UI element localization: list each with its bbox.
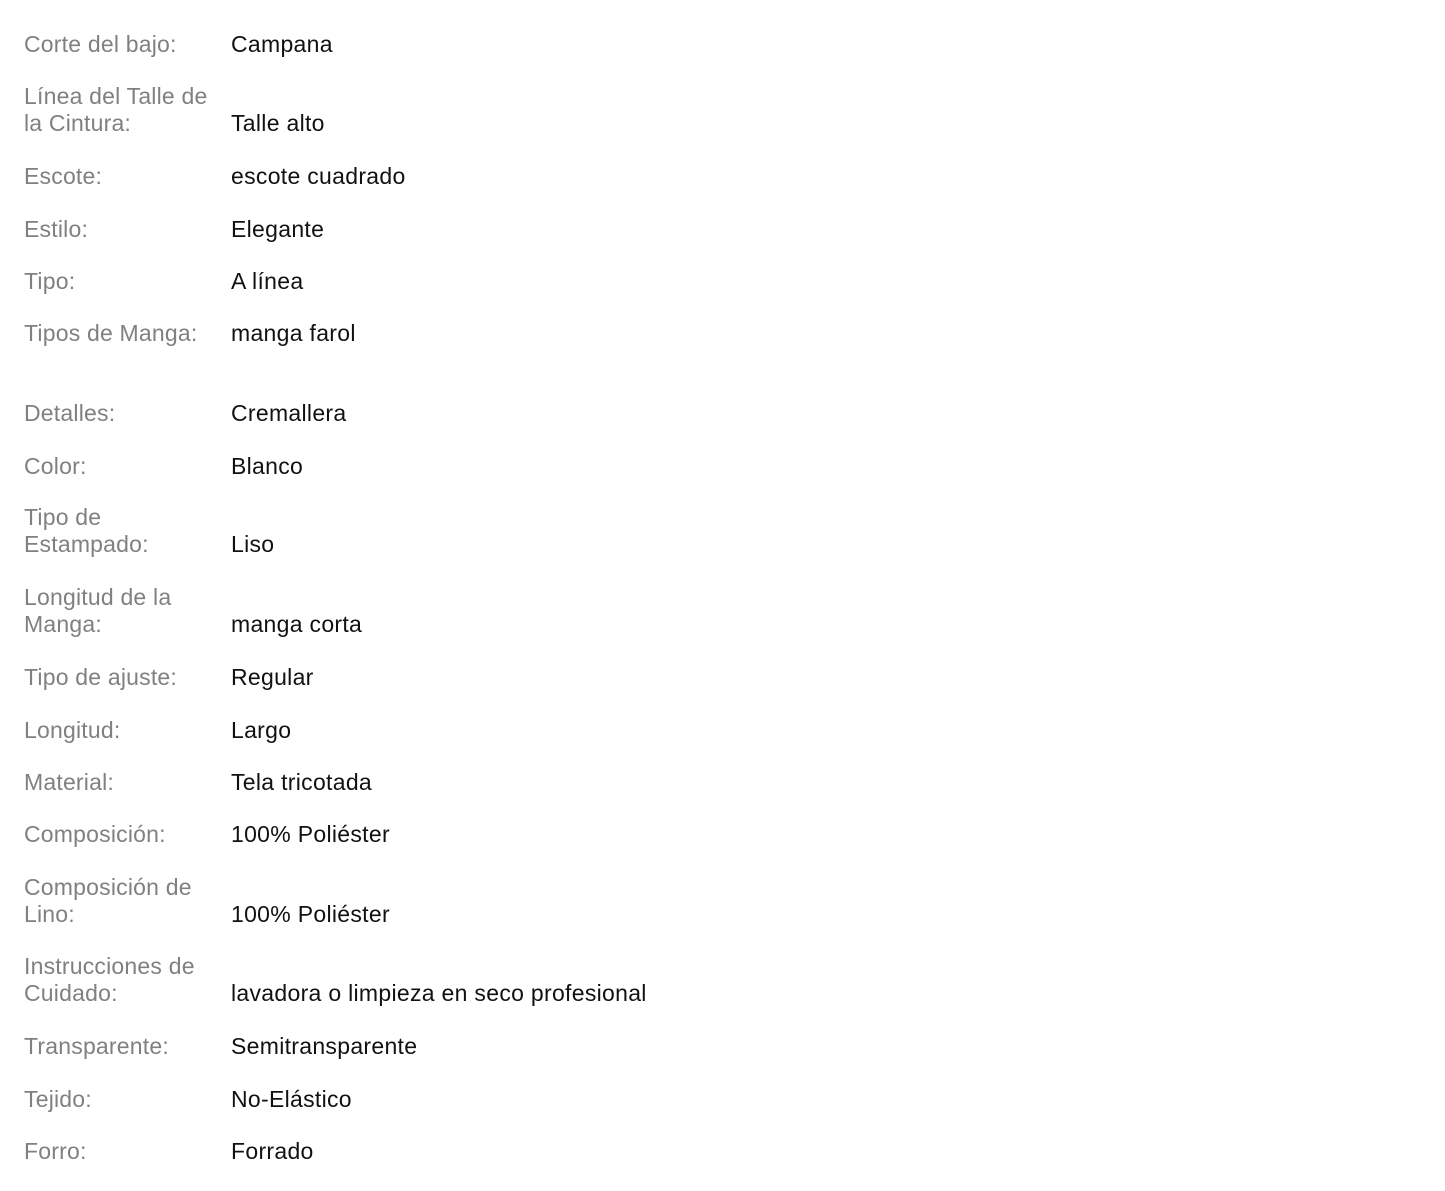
spec-label: Composición de Lino: [24,874,192,927]
spec-value: Blanco [231,453,304,479]
spec-row-longitud [24,717,1424,744]
spec-row-transparente [24,1033,1424,1060]
spec-label: Escote: [24,163,103,189]
spec-label: Tipo: [24,268,76,294]
spec-label: Línea del Talle de la Cintura: [24,83,208,136]
spec-row-instrucciones-de-cuidado [24,953,1424,1007]
spec-label: Tipo de ajuste: [24,664,178,690]
spec-row-color [24,453,1424,480]
spec-value: A línea [231,268,304,294]
spec-label: Corte del bajo: [24,31,177,57]
spec-value: Regular [231,664,314,690]
spec-row-tipos-de-manga [24,320,1424,347]
spec-value: 100% Poliéster [231,821,390,847]
spec-value: Forrado [231,1138,314,1164]
spec-label: Estilo: [24,216,89,242]
spec-value: manga farol [231,320,356,346]
spec-row-composicion-de-lino [24,874,1424,928]
spec-row-detalles [24,400,1424,427]
spec-row-tipo [24,268,1424,295]
spec-label: Forro: [24,1138,87,1164]
spec-value: Tela tricotada [231,769,372,795]
spec-label: Transparente: [24,1033,169,1059]
spec-row-linea-del-talle [24,83,1424,137]
spec-value: Elegante [231,216,325,242]
spec-row-material [24,769,1424,796]
spec-row-tejido [24,1086,1424,1113]
spec-label: Tejido: [24,1086,92,1112]
spec-value: manga corta [231,611,363,637]
spec-value: Liso [231,531,275,557]
spec-label: Longitud: [24,717,121,743]
spec-row-forro [24,1138,1424,1165]
spec-label: Instrucciones de Cuidado: [24,953,195,1006]
spec-row-estilo [24,216,1424,243]
spec-value: Largo [231,717,292,743]
spec-row-corte-del-bajo [24,31,1424,58]
spec-label: Color: [24,453,87,479]
spec-label: Detalles: [24,400,116,426]
spec-row-tipo-de-estampado [24,504,1424,558]
spec-value: Talle alto [231,110,325,136]
spec-value: lavadora o limpieza en seco profesional [231,980,647,1006]
spec-row-escote [24,163,1424,190]
spec-value: No-Elástico [231,1086,352,1112]
spec-value: Campana [231,31,333,57]
spec-label: Tipo de Estampado: [24,504,149,557]
spec-label: Composición: [24,821,166,847]
spec-row-tipo-de-ajuste [24,664,1424,691]
spec-label: Longitud de la Manga: [24,584,172,637]
spec-label: Tipos de Manga: [24,320,198,346]
spec-value: Semitransparente [231,1033,418,1059]
spec-row-composicion [24,821,1424,848]
spec-label: Material: [24,769,114,795]
spec-value: escote cuadrado [231,163,406,189]
spec-value: 100% Poliéster [231,901,390,927]
spec-value: Cremallera [231,400,347,426]
spec-row-longitud-de-la-manga [24,584,1424,638]
